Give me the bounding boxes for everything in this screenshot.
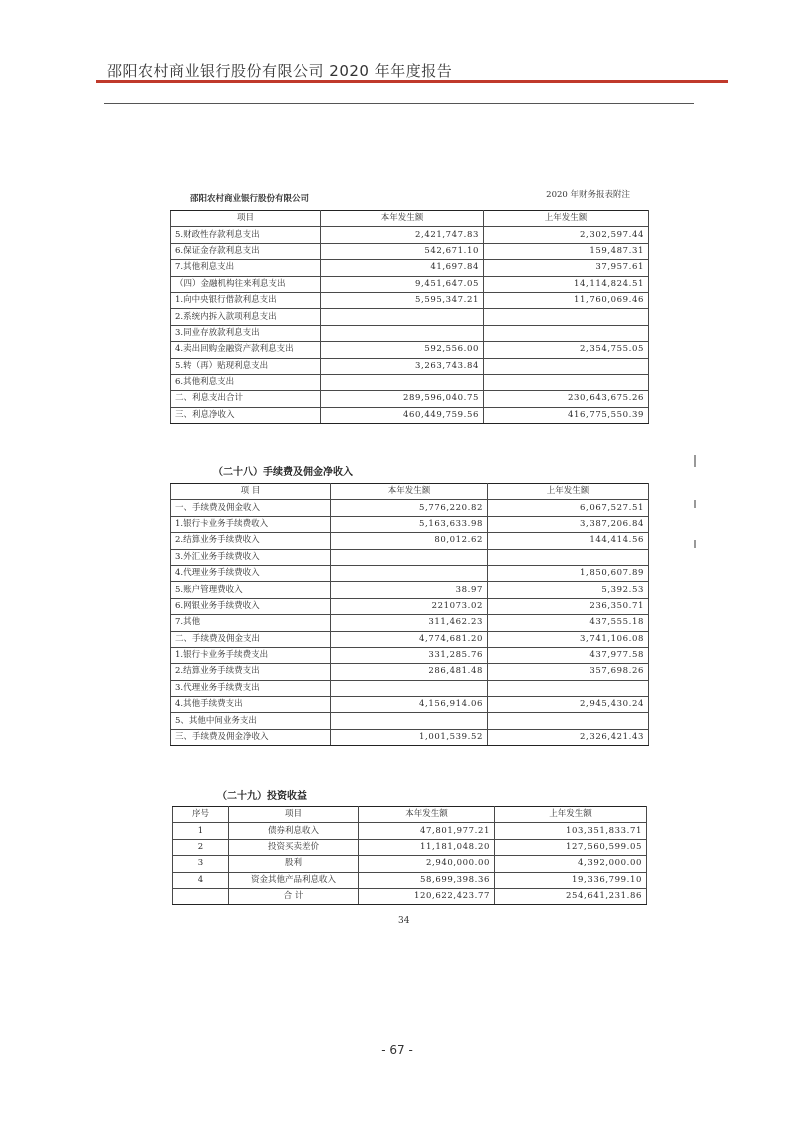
fee-income-table: [170, 483, 649, 746]
table-cell: 37,957.61: [484, 260, 649, 276]
table-cell: 144,414.56: [488, 533, 649, 549]
table-cell: 5.财政性存款利息支出: [171, 227, 321, 243]
scanned-page-caption: [190, 192, 640, 204]
table-cell: 2,940,000.00: [359, 856, 495, 872]
table-cell: 103,351,833.71: [495, 823, 647, 839]
table-cell: 80,012.62: [331, 533, 488, 549]
investment-income-table: [172, 806, 647, 905]
table-cell: 1,001,539.52: [331, 729, 488, 745]
table-cell: （四）金融机构往来利息支出: [171, 276, 321, 292]
table-cell: [331, 565, 488, 581]
table-cell: 5,392.53: [488, 582, 649, 598]
table-cell: 1.向中央银行借款利息支出: [171, 292, 321, 308]
table-cell: 6.保证金存款利息支出: [171, 243, 321, 259]
table-cell: 58,699,398.36: [359, 872, 495, 888]
table-cell: 3.代理业务手续费支出: [171, 680, 331, 696]
table-cell: 3.同业存放款利息支出: [171, 325, 321, 341]
table-cell: 3: [173, 856, 229, 872]
table-cell: 1: [173, 823, 229, 839]
table-cell: 38.97: [331, 582, 488, 598]
table-row: [171, 500, 649, 516]
table-row: [171, 533, 649, 549]
table-cell: 19,336,799.10: [495, 872, 647, 888]
table-cell: 14,114,824.51: [484, 276, 649, 292]
table-cell: 592,556.00: [321, 342, 484, 358]
table-cell: 2,302,597.44: [484, 227, 649, 243]
table-row: [171, 227, 649, 243]
caption-notes: 2020 年财务报表附注: [546, 190, 630, 200]
table-cell: 股利: [229, 856, 359, 872]
table-row: [171, 697, 649, 713]
table-cell: [331, 549, 488, 565]
investment-income-table-block: [172, 806, 646, 905]
table-cell: 合 计: [229, 888, 359, 904]
table-cell: 一、手续费及佣金收入: [171, 500, 331, 516]
table-cell: 1,850,607.89: [488, 565, 649, 581]
table-cell: 416,775,550.39: [484, 407, 649, 423]
table-row: [171, 615, 649, 631]
table-row: [173, 839, 647, 855]
report-header-title: 邵阳农村商业银行股份有限公司 2020 年年度报告: [107, 62, 453, 80]
table-cell: 230,643,675.26: [484, 391, 649, 407]
column-header: 项 目: [171, 484, 331, 500]
table-cell: 3.外汇业务手续费收入: [171, 549, 331, 565]
column-header: 序号: [173, 807, 229, 823]
table-cell: [488, 680, 649, 696]
table-cell: 236,350.71: [488, 598, 649, 614]
table-cell: 2,421,747.83: [321, 227, 484, 243]
table-header-row: [171, 211, 649, 227]
table-cell: 127,560,599.05: [495, 839, 647, 855]
table-cell: 2.结算业务手续费收入: [171, 533, 331, 549]
table-cell: [331, 680, 488, 696]
table-header-row: [171, 484, 649, 500]
table-cell: [484, 374, 649, 390]
table-cell: 债券利息收入: [229, 823, 359, 839]
table-cell: [484, 325, 649, 341]
table-cell: 254,641,231.86: [495, 888, 647, 904]
table-row: [171, 260, 649, 276]
table-cell: 5.账户管理费收入: [171, 582, 331, 598]
column-header: 项目: [229, 807, 359, 823]
table-cell: 437,555.18: [488, 615, 649, 631]
table-cell: 6.其他利息支出: [171, 374, 321, 390]
table-cell: 二、利息支出合计: [171, 391, 321, 407]
table-cell: 3,741,106.08: [488, 631, 649, 647]
table-cell: [321, 374, 484, 390]
table-cell: 2,945,430.24: [488, 697, 649, 713]
column-header: 本年发生额: [321, 211, 484, 227]
table-cell: 6,067,527.51: [488, 500, 649, 516]
table-cell: 4,392,000.00: [495, 856, 647, 872]
scan-artifact-mark: [694, 455, 696, 467]
table-cell: 2,326,421.43: [488, 729, 649, 745]
scan-artifact-mark: [694, 500, 696, 508]
table-cell: 1.银行卡业务手续费支出: [171, 647, 331, 663]
table-cell: 460,449,759.56: [321, 407, 484, 423]
table-row: [171, 374, 649, 390]
table-cell: 41,697.84: [321, 260, 484, 276]
table-row: [171, 342, 649, 358]
table-cell: 331,285.76: [331, 647, 488, 663]
table-cell: 47,801,977.21: [359, 823, 495, 839]
table-cell: 7.其他: [171, 615, 331, 631]
table-row: [173, 872, 647, 888]
table-cell: 286,481.48: [331, 664, 488, 680]
header-gray-rule: [104, 103, 694, 104]
table-row: [171, 391, 649, 407]
caption-company: 邵阳农村商业银行股份有限公司: [190, 194, 310, 204]
scan-artifact-mark: [694, 540, 696, 548]
table-cell: 11,760,069.46: [484, 292, 649, 308]
section-title-investment-income: （二十九）投资收益: [217, 791, 307, 802]
table-cell: 9,451,647.05: [321, 276, 484, 292]
table-cell: [484, 358, 649, 374]
table-cell: [488, 549, 649, 565]
column-header: 上年发生额: [484, 211, 649, 227]
table-cell: 2: [173, 839, 229, 855]
table-cell: 289,596,040.75: [321, 391, 484, 407]
table-cell: 2.结算业务手续费支出: [171, 664, 331, 680]
table-cell: 542,671.10: [321, 243, 484, 259]
table-cell: 221073.02: [331, 598, 488, 614]
interest-expense-table-block: [170, 210, 648, 424]
table-cell: 二、手续费及佣金支出: [171, 631, 331, 647]
table-cell: [331, 713, 488, 729]
table-row: [171, 325, 649, 341]
table-cell: [484, 309, 649, 325]
interest-expense-table: [170, 210, 649, 424]
table-row: [171, 292, 649, 308]
table-row: [171, 729, 649, 745]
table-cell: 三、手续费及佣金净收入: [171, 729, 331, 745]
table-cell: 三、利息净收入: [171, 407, 321, 423]
table-cell: 4.其他手续费支出: [171, 697, 331, 713]
table-cell: 437,977.58: [488, 647, 649, 663]
table-cell: 6.网银业务手续费收入: [171, 598, 331, 614]
inner-page-number: 34: [398, 916, 410, 926]
table-cell: 1.银行卡业务手续费收入: [171, 516, 331, 532]
table-row: [173, 888, 647, 904]
table-row: [171, 516, 649, 532]
section-title-fee-income: （二十八）手续费及佣金净收入: [213, 467, 353, 478]
table-row: [171, 647, 649, 663]
table-row: [171, 680, 649, 696]
table-cell: 2,354,755.05: [484, 342, 649, 358]
table-cell: 7.其他利息支出: [171, 260, 321, 276]
table-cell: [173, 888, 229, 904]
table-row: [171, 243, 649, 259]
table-cell: 5,595,347.21: [321, 292, 484, 308]
fee-income-table-block: [170, 483, 648, 746]
table-row: [171, 276, 649, 292]
table-row: [171, 664, 649, 680]
table-row: [171, 598, 649, 614]
column-header: 上年发生额: [488, 484, 649, 500]
table-row: [171, 407, 649, 423]
table-cell: 120,622,423.77: [359, 888, 495, 904]
table-cell: 357,698.26: [488, 664, 649, 680]
table-cell: 159,487.31: [484, 243, 649, 259]
table-cell: 4,774,681.20: [331, 631, 488, 647]
table-cell: 3,263,743.84: [321, 358, 484, 374]
table-cell: [488, 713, 649, 729]
page-number: - 67 -: [381, 1043, 413, 1057]
table-cell: [321, 309, 484, 325]
table-cell: 3,387,206.84: [488, 516, 649, 532]
column-header: 上年发生额: [495, 807, 647, 823]
table-cell: 311,462.23: [331, 615, 488, 631]
table-row: [173, 823, 647, 839]
table-row: [171, 549, 649, 565]
column-header: 本年发生额: [359, 807, 495, 823]
table-row: [171, 631, 649, 647]
table-cell: 5、其他中间业务支出: [171, 713, 331, 729]
table-row: [171, 358, 649, 374]
table-row: [171, 565, 649, 581]
table-cell: 5,776,220.82: [331, 500, 488, 516]
table-cell: 2.系统内拆入款项利息支出: [171, 309, 321, 325]
table-cell: [321, 325, 484, 341]
table-cell: 4: [173, 872, 229, 888]
table-header-row: [173, 807, 647, 823]
table-cell: 5.转（再）贴现利息支出: [171, 358, 321, 374]
table-cell: 4.代理业务手续费收入: [171, 565, 331, 581]
table-row: [171, 713, 649, 729]
table-row: [171, 582, 649, 598]
column-header: 本年发生额: [331, 484, 488, 500]
header-red-rule: [96, 80, 728, 83]
table-cell: 4.卖出回购金融资产款利息支出: [171, 342, 321, 358]
table-cell: 资金其他产品利息收入: [229, 872, 359, 888]
table-row: [171, 309, 649, 325]
table-cell: 投资买卖差价: [229, 839, 359, 855]
column-header: 项目: [171, 211, 321, 227]
table-row: [173, 856, 647, 872]
table-cell: 11,181,048.20: [359, 839, 495, 855]
table-cell: 4,156,914.06: [331, 697, 488, 713]
table-cell: 5,163,633.98: [331, 516, 488, 532]
